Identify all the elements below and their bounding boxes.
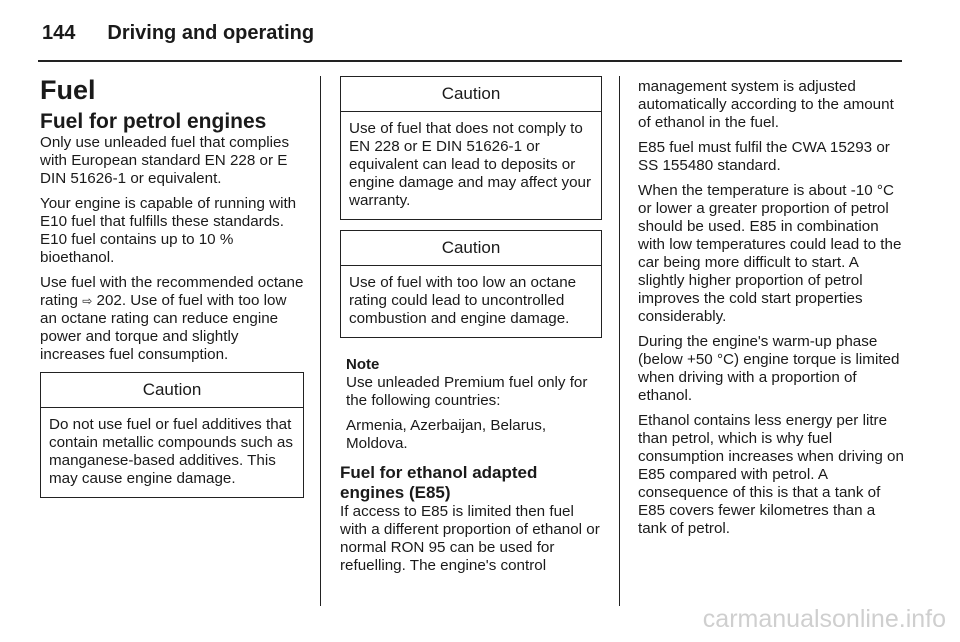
note-label: Note (346, 356, 380, 373)
caution-text: Do not use fuel or fuel additives that contain metallic compounds such as manganese-based additives. This may cause engine damage. (49, 416, 293, 487)
caution-text: Use of fuel with too low an octane rating could lead to uncontrolled combustion and engine damage. (349, 274, 577, 327)
paragraph: Your engine is capable of running with E10 fuel that fulfills these standards. E10 fuel contains up to 10 % bioethanol. (40, 195, 297, 266)
column-divider-2 (619, 76, 620, 606)
cross-reference-arrow-icon[interactable]: ⇨ (82, 294, 93, 308)
paragraph: E85 fuel must fulfil the CWA 15293 or SS 155480 standard. (638, 139, 890, 174)
caution-title: Caution (341, 77, 601, 112)
note-block (346, 356, 602, 453)
section-heading-e85: Fuel for ethanol adapted engines (E85) (340, 463, 538, 502)
note-countries: Armenia, Azerbaijan, Belarus, Moldova. (346, 417, 547, 452)
note-text: Use unleaded Premium fuel only for the following countries: (346, 374, 588, 409)
paragraph (40, 274, 304, 364)
section-title: Driving and operating (107, 22, 315, 44)
caution-title: Caution (341, 231, 601, 266)
column-1 (40, 72, 304, 508)
caution-title: Caution (41, 373, 303, 408)
paragraph: Ethanol contains less energy per litre than petrol, which is why fuel consumption increases when driving on E85 compared with petrol. A consequence of this is that a tank of E85 covers fewer kilometres than a tank of petrol. (638, 412, 904, 537)
column-2 (340, 68, 602, 582)
page-title: Fuel (40, 75, 96, 105)
paragraph: If access to E85 is limited then fuel with a different proportion of ethanol or normal RON 95 can be used for refuelling. The engine's control (340, 503, 600, 574)
caution-box (340, 76, 602, 220)
column-divider-1 (320, 76, 321, 606)
paragraph-text: Use fuel with the recommended octane rating (40, 274, 304, 309)
paragraph-text: 202. Use of fuel with too low an octane rating can reduce engine power and torque and slightly increases fuel consumption. (40, 292, 287, 363)
caution-box (40, 372, 304, 498)
section-heading-petrol: Fuel for petrol engines (40, 110, 267, 133)
page-number: 144 (42, 22, 76, 44)
page-header (42, 22, 314, 45)
watermark: carmanualsonline.info (702, 605, 946, 633)
paragraph: Only use unleaded fuel that complies with European standard EN 228 or E DIN 51626-1 or equivalent. (40, 134, 290, 187)
paragraph: management system is adjusted automatically according to the amount of ethanol in the fuel. (638, 78, 894, 131)
caution-box (340, 230, 602, 338)
caution-text: Use of fuel that does not comply to EN 228 or E DIN 51626-1 or equivalent can lead to deposits or engine damage and may affect your warranty. (349, 120, 592, 209)
paragraph: When the temperature is about -10 °C or lower a greater proportion of petrol should be used. E85 in combination with low temperatures could lead to the car being more difficult to start. A slightly higher proportion of petrol improves the cold start properties considerably. (638, 182, 902, 325)
paragraph: During the engine's warm-up phase (below +50 °C) engine torque is limited when driving with a proportion of ethanol. (638, 333, 900, 404)
header-rule (38, 60, 902, 62)
column-3 (638, 78, 904, 545)
